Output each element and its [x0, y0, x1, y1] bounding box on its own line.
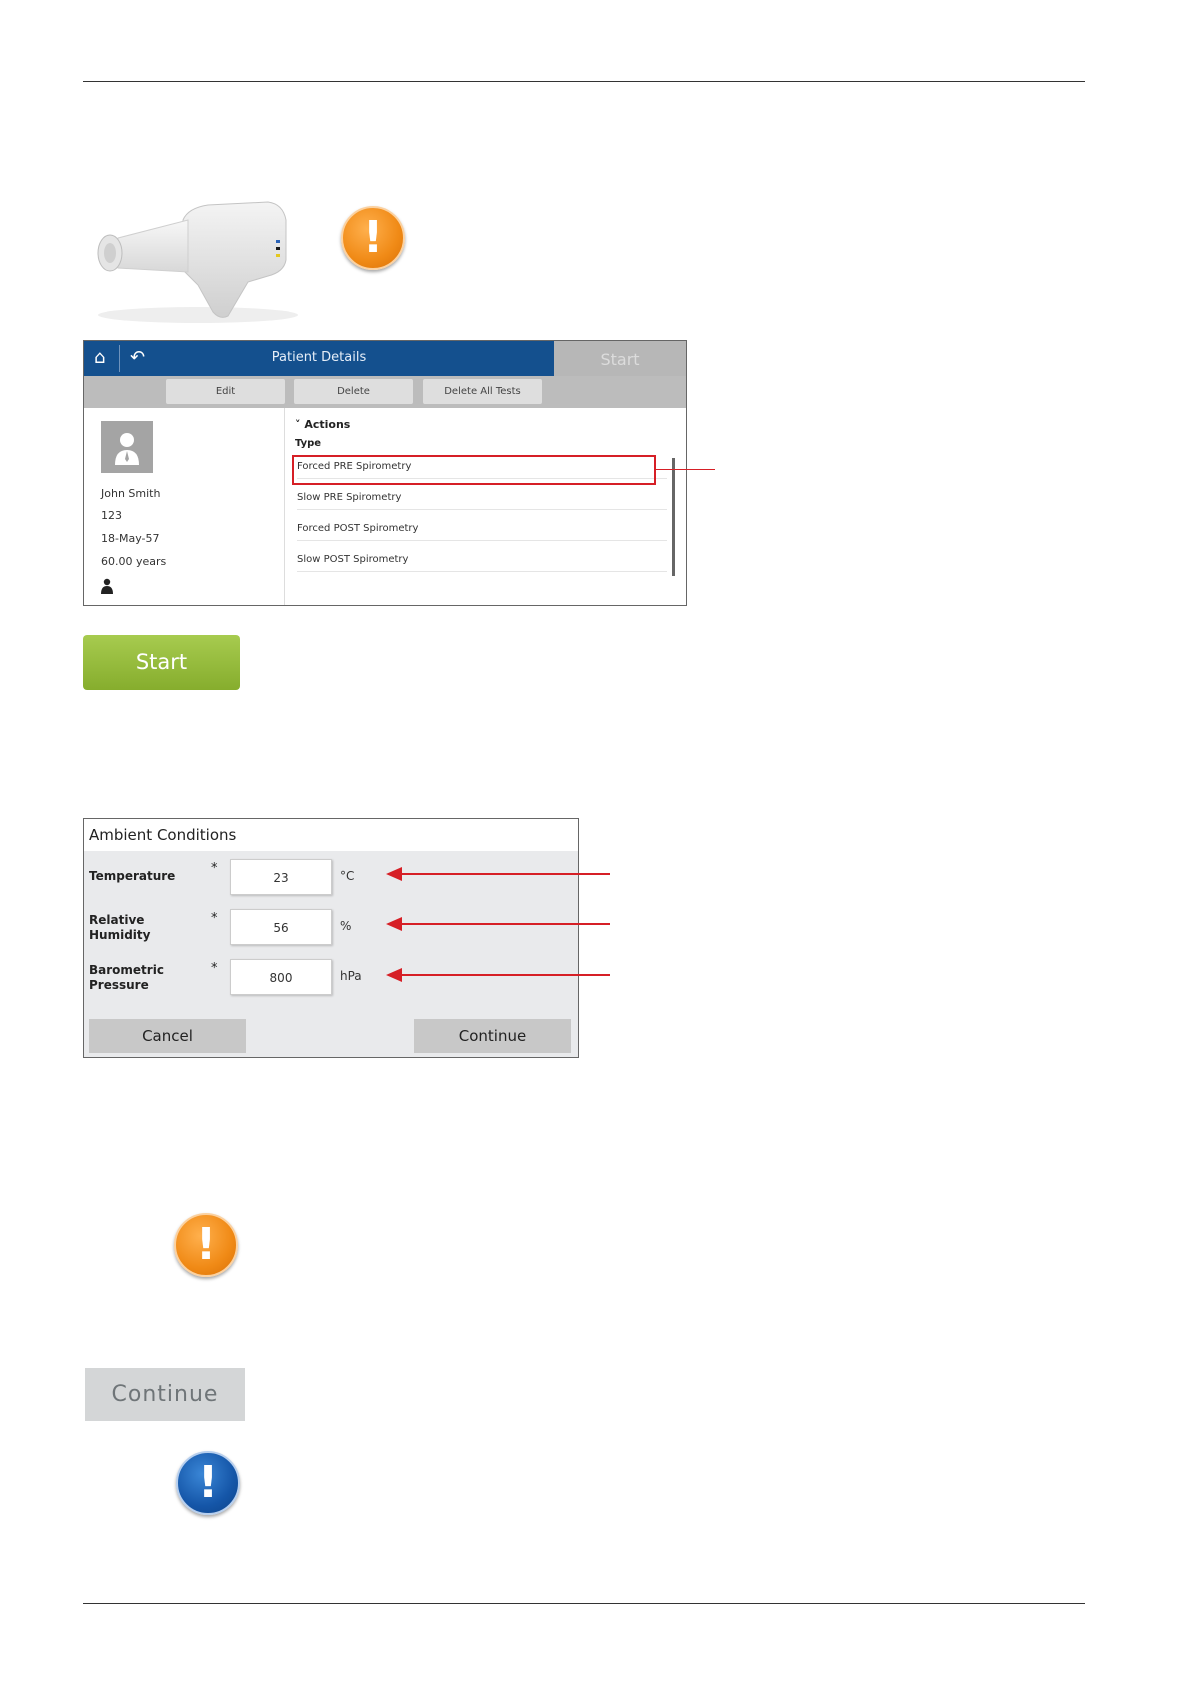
test-type-item[interactable]: Forced POST Spirometry [297, 518, 667, 541]
patient-dob: 18-May-57 [101, 532, 160, 545]
scrollbar[interactable] [672, 458, 675, 576]
screen-title: Patient Details [271, 350, 367, 365]
test-type-item[interactable]: Slow POST Spirometry [297, 549, 667, 572]
home-icon[interactable]: ⌂ [94, 347, 106, 368]
continue-button[interactable]: Continue [85, 1368, 245, 1421]
title-bar [84, 341, 554, 376]
start-button[interactable]: Start [83, 635, 240, 690]
humidity-arrow [400, 923, 610, 925]
required-mark: * [211, 961, 218, 976]
ambient-conditions-dialog [83, 818, 579, 1058]
back-icon[interactable]: ↶ [130, 347, 146, 368]
patient-age: 60.00 years [101, 555, 167, 568]
temperature-unit: °C [340, 869, 355, 883]
info-icon: ! [176, 1451, 240, 1515]
avatar-icon [101, 421, 153, 473]
start-tab-button[interactable]: Start [554, 341, 686, 385]
pressure-label: Barometric Pressure [89, 963, 164, 992]
test-type-item[interactable]: Slow PRE Spirometry [297, 487, 667, 510]
warning-icon: ! [174, 1213, 238, 1277]
required-mark: * [211, 861, 218, 876]
humidity-label: Relative Humidity [89, 913, 151, 942]
top-rule [83, 81, 1085, 82]
patient-name: John Smith [101, 487, 161, 500]
humidity-unit: % [340, 919, 352, 933]
temperature-arrow [400, 873, 610, 875]
patient-id: 123 [101, 509, 122, 522]
edit-button[interactable]: Edit [166, 379, 285, 404]
toolbar [84, 376, 686, 408]
delete-button[interactable]: Delete [294, 379, 413, 404]
actions-panel [285, 408, 686, 605]
cancel-button[interactable]: Cancel [89, 1019, 246, 1053]
required-mark: * [211, 911, 218, 926]
highlight-box [292, 455, 656, 485]
pressure-arrow [400, 974, 610, 976]
bottom-rule [83, 1603, 1085, 1604]
humidity-field[interactable]: 56 [230, 909, 332, 945]
warning-icon: ! [341, 206, 405, 270]
pressure-field[interactable]: 800 [230, 959, 332, 995]
delete-all-tests-button[interactable]: Delete All Tests [423, 379, 542, 404]
pressure-unit: hPa [340, 969, 362, 983]
actions-header[interactable]: ˅ Actions [295, 418, 351, 431]
continue-button[interactable]: Continue [414, 1019, 571, 1053]
test-type-item[interactable]: Forced PRE Spirometry [297, 456, 667, 479]
callout-line [656, 469, 715, 470]
patient-info-panel [84, 408, 285, 605]
spirometer-device-image [88, 190, 308, 325]
temperature-field[interactable]: 23 [230, 859, 332, 895]
type-header: Type [295, 438, 322, 449]
person-icon [101, 578, 113, 594]
temperature-label: Temperature [89, 869, 176, 883]
dialog-title: Ambient Conditions [84, 819, 578, 851]
